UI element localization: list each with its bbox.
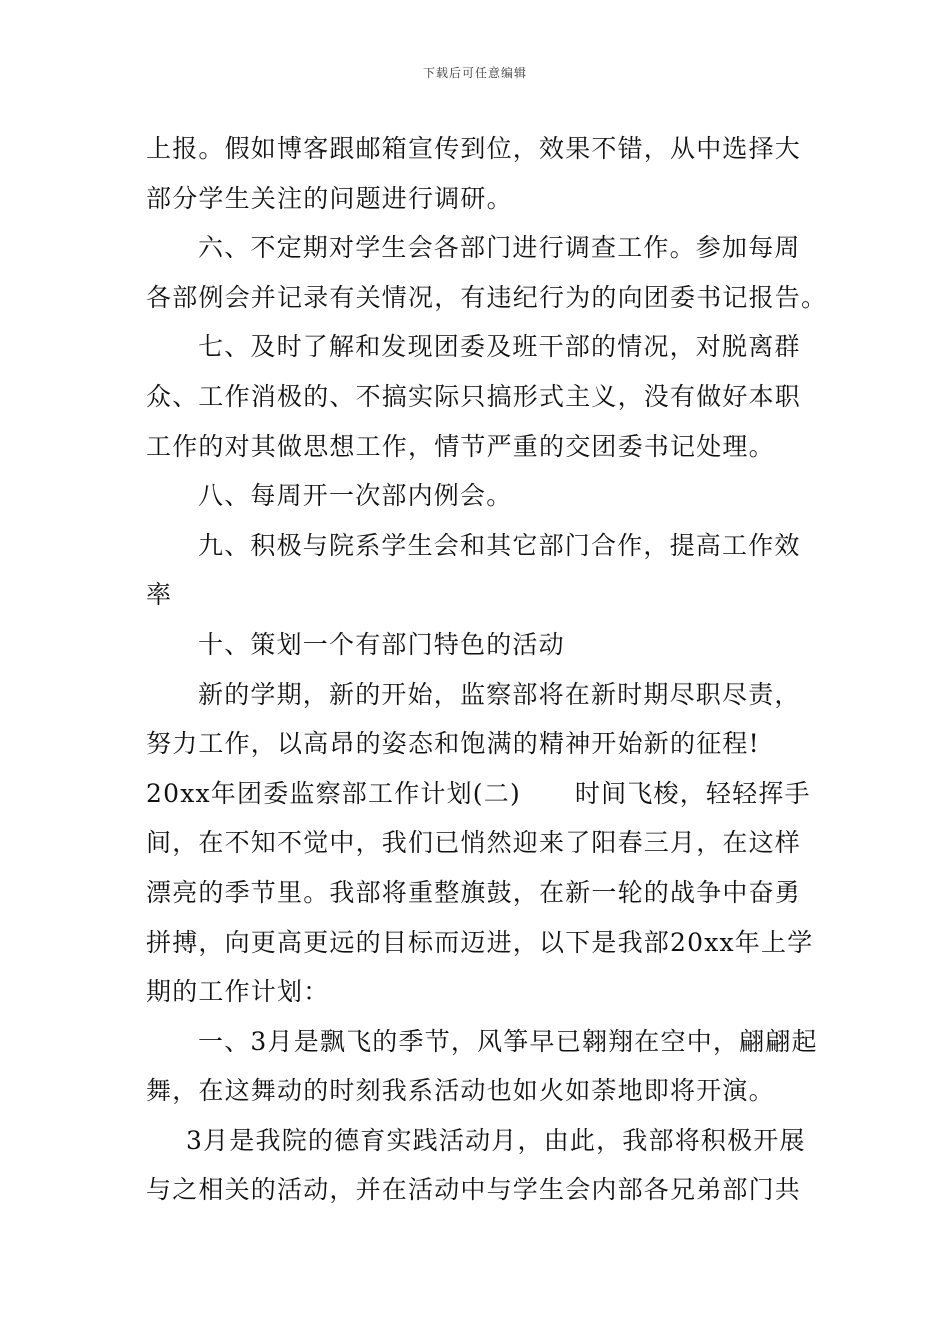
- text-line: 间，在不知不觉中，我们已悄然迎来了阳春三月，在这样: [146, 828, 802, 858]
- text-line: 各部例会并记录有关情况，有违纪行为的向团委书记报告。: [146, 282, 828, 312]
- header-note: 下载后可任意编辑: [422, 66, 527, 80]
- text-line: 漂亮的季节里。我部将重整旗鼓，在新一轮的战争中奋勇: [146, 877, 802, 907]
- text-line: 八、每周开一次部内例会。: [198, 481, 513, 511]
- text-line: 上报。假如博客跟邮箱宣传到位，效果不错，从中选择大: [146, 134, 802, 163]
- text-line: 工作的对其做思想工作，情节严重的交团委书记处理。: [146, 431, 775, 461]
- plan-intro: 时间飞梭，轻轻挥手: [574, 778, 811, 808]
- text-line: 一、3月是飘飞的季节，风筝早已翱翔在空中，翩翩起: [198, 1026, 818, 1056]
- text-line: 努力工作，以高昂的姿态和饱满的精神开始新的征程!: [146, 729, 760, 759]
- text-line: 期的工作计划：: [146, 977, 330, 1007]
- text-line: 3月是我院的德育实践活动月，由此，我部将积极开展: [186, 1125, 806, 1155]
- plan-title: 20xx年团委监察部工作计划(二): [146, 778, 521, 808]
- text-line: 九、积极与院系学生会和其它部门合作，提高工作效: [198, 530, 801, 560]
- text-line: 七、及时了解和发现团委及班干部的情况，对脱离群: [198, 332, 801, 362]
- document-body: [146, 124, 828, 1215]
- plan-title-line: [146, 769, 811, 819]
- text-line: 拼搏，向更高更远的目标而迈进，以下是我部20xx年上学: [146, 927, 814, 957]
- text-line: 六、不定期对学生会各部门进行调查工作。参加每周: [198, 233, 801, 263]
- text-line: 部分学生关注的问题进行调研。: [146, 183, 513, 213]
- text-line: 舞，在这舞动的时刻我系活动也如火如荼地即将开演。: [146, 1076, 775, 1106]
- text-line: 率: [146, 580, 173, 610]
- text-line: 十、策划一个有部门特色的活动: [198, 629, 565, 659]
- text-line: 与之相关的活动，并在活动中与学生会内部各兄弟部门共: [146, 1175, 802, 1205]
- text-line: 新的学期，新的开始，监察部将在新时期尽职尽责，: [198, 679, 801, 709]
- text-line: 众、工作消极的、不搞实际只搞形式主义，没有做好本职: [146, 381, 802, 411]
